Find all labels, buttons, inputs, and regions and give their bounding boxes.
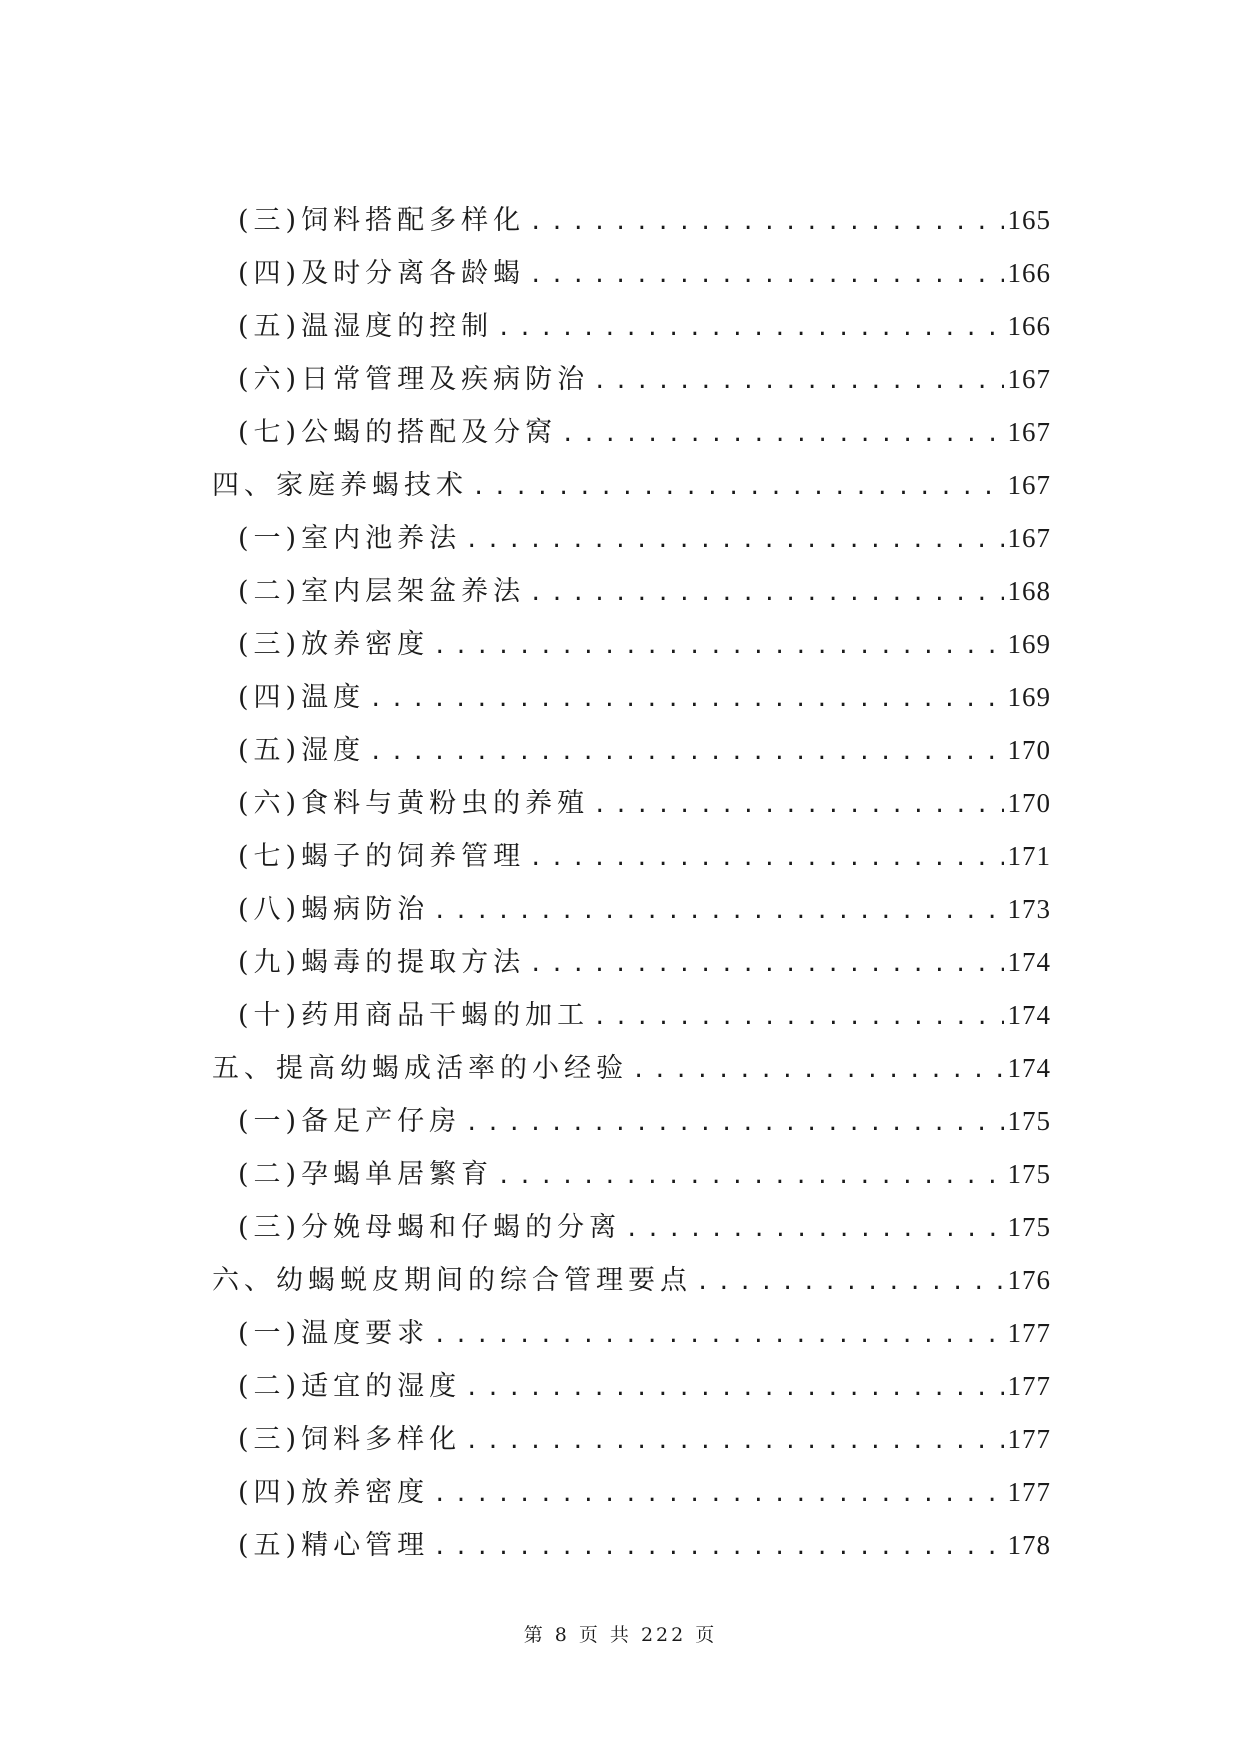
toc-subsection-entry[interactable] (212, 251, 1051, 304)
toc-dot-leader (433, 899, 1003, 924)
toc-page-number: 167 (1007, 417, 1051, 447)
toc-subsection-entry[interactable] (212, 622, 1051, 675)
toc-dot-leader (433, 1323, 1003, 1348)
toc-page-number: 177 (1007, 1477, 1051, 1507)
toc-entry-title: (七)公蝎的搭配及分窝 (238, 417, 558, 448)
page-footer: 第 8 页 共 222 页 (523, 1624, 718, 1646)
toc-entry-title: 六、幼蝎蜕皮期间的综合管理要点 (212, 1265, 692, 1296)
toc-page-number: 174 (1007, 947, 1051, 977)
toc-dot-leader (472, 475, 1004, 500)
toc-page-number: 177 (1007, 1371, 1051, 1401)
toc-subsection-entry[interactable] (212, 1364, 1051, 1417)
toc-entry-title: (五)湿度 (238, 735, 366, 766)
toc-dot-leader (465, 1376, 1003, 1401)
toc-dot-leader (433, 1535, 1003, 1560)
toc-subsection-entry[interactable] (212, 410, 1051, 463)
toc-dot-leader (497, 316, 1003, 341)
toc-dot-leader (593, 369, 1003, 394)
toc-subsection-entry[interactable] (212, 940, 1051, 993)
toc-dot-leader (433, 1482, 1003, 1507)
toc-entry-title: (三)饲料搭配多样化 (238, 205, 526, 236)
toc-dot-leader (465, 1429, 1003, 1454)
toc-dot-leader (593, 793, 1003, 818)
toc-subsection-entry[interactable] (212, 728, 1051, 781)
toc-page-number: 167 (1007, 364, 1051, 394)
toc-subsection-entry[interactable] (212, 993, 1051, 1046)
toc-page-number: 174 (1007, 1000, 1051, 1030)
toc-subsection-entry[interactable] (212, 1152, 1051, 1205)
toc-page-number: 170 (1007, 788, 1051, 818)
toc-page-number: 166 (1007, 258, 1051, 288)
toc-page-number: 167 (1007, 470, 1051, 500)
toc-entry-title: (五)温湿度的控制 (238, 311, 494, 342)
toc-dot-leader (561, 422, 1003, 447)
toc-page-number: 170 (1007, 735, 1051, 765)
toc-page-number: 173 (1007, 894, 1051, 924)
toc-entry-title: (四)温度 (238, 682, 366, 713)
toc-page-number: 168 (1007, 576, 1051, 606)
toc-section-entry[interactable] (212, 463, 1051, 516)
toc-page-number: 169 (1007, 682, 1051, 712)
toc-entry-title: (三)分娩母蝎和仔蝎的分离 (238, 1212, 622, 1243)
toc-subsection-entry[interactable] (212, 304, 1051, 357)
toc-entry-title: (六)日常管理及疾病防治 (238, 364, 590, 395)
toc-page-number: 176 (1007, 1265, 1051, 1295)
toc-page-number: 178 (1007, 1530, 1051, 1560)
toc-page-number: 177 (1007, 1318, 1051, 1348)
toc-subsection-entry[interactable] (212, 357, 1051, 410)
toc-dot-leader (465, 528, 1003, 553)
toc-subsection-entry[interactable] (212, 1470, 1051, 1523)
toc-page-number: 174 (1007, 1053, 1051, 1083)
toc-section-entry[interactable] (212, 1046, 1051, 1099)
toc-dot-leader (529, 846, 1003, 871)
toc-subsection-entry[interactable] (212, 1099, 1051, 1152)
toc-entry-title: (一)温度要求 (238, 1318, 430, 1349)
toc-subsection-entry[interactable] (212, 1523, 1051, 1576)
toc-page-number: 171 (1007, 841, 1051, 871)
toc-subsection-entry[interactable] (212, 1311, 1051, 1364)
toc-subsection-entry[interactable] (212, 516, 1051, 569)
toc-dot-leader (465, 1111, 1003, 1136)
toc-entry-title: (四)放养密度 (238, 1477, 430, 1508)
toc-dot-leader (632, 1058, 1004, 1083)
toc-dot-leader (529, 581, 1003, 606)
toc-entry-title: (八)蝎病防治 (238, 894, 430, 925)
toc-page-number: 175 (1007, 1212, 1051, 1242)
toc-dot-leader (369, 687, 1003, 712)
toc-entry-title: (六)食料与黄粉虫的养殖 (238, 788, 590, 819)
toc-subsection-entry[interactable] (212, 675, 1051, 728)
toc-page-number: 175 (1007, 1159, 1051, 1189)
toc-entry-title: 五、提高幼蝎成活率的小经验 (212, 1053, 628, 1084)
toc-subsection-entry[interactable] (212, 569, 1051, 622)
toc-entry-title: (一)室内池养法 (238, 523, 462, 554)
toc-page-number: 177 (1007, 1424, 1051, 1454)
toc-subsection-entry[interactable] (212, 198, 1051, 251)
toc-entry-title: (三)饲料多样化 (238, 1424, 462, 1455)
toc-entry-title: (二)孕蝎单居繁育 (238, 1159, 494, 1190)
toc-entry-title: (一)备足产仔房 (238, 1106, 462, 1137)
toc-entry-title: (十)药用商品干蝎的加工 (238, 1000, 590, 1031)
table-of-contents (212, 198, 1051, 1576)
toc-entry-title: (七)蝎子的饲养管理 (238, 841, 526, 872)
toc-entry-title: (九)蝎毒的提取方法 (238, 947, 526, 978)
toc-dot-leader (625, 1217, 1003, 1242)
toc-subsection-entry[interactable] (212, 887, 1051, 940)
toc-subsection-entry[interactable] (212, 1205, 1051, 1258)
toc-dot-leader (696, 1270, 1004, 1295)
toc-page-number: 166 (1007, 311, 1051, 341)
toc-entry-title: (三)放养密度 (238, 629, 430, 660)
toc-dot-leader (529, 263, 1003, 288)
toc-dot-leader (433, 634, 1003, 659)
toc-subsection-entry[interactable] (212, 781, 1051, 834)
toc-page-number: 169 (1007, 629, 1051, 659)
toc-entry-title: 四、家庭养蝎技术 (212, 470, 468, 501)
toc-entry-title: (二)室内层架盆养法 (238, 576, 526, 607)
toc-entry-title: (二)适宜的湿度 (238, 1371, 462, 1402)
toc-dot-leader (497, 1164, 1003, 1189)
toc-entry-title: (四)及时分离各龄蝎 (238, 258, 526, 289)
toc-subsection-entry[interactable] (212, 834, 1051, 887)
toc-page-number: 165 (1007, 205, 1051, 235)
toc-section-entry[interactable] (212, 1258, 1051, 1311)
toc-dot-leader (369, 740, 1003, 765)
toc-dot-leader (529, 210, 1003, 235)
toc-page-number: 175 (1007, 1106, 1051, 1136)
toc-page-number: 167 (1007, 523, 1051, 553)
toc-dot-leader (529, 952, 1003, 977)
toc-dot-leader (593, 1005, 1003, 1030)
toc-entry-title: (五)精心管理 (238, 1530, 430, 1561)
toc-subsection-entry[interactable] (212, 1417, 1051, 1470)
